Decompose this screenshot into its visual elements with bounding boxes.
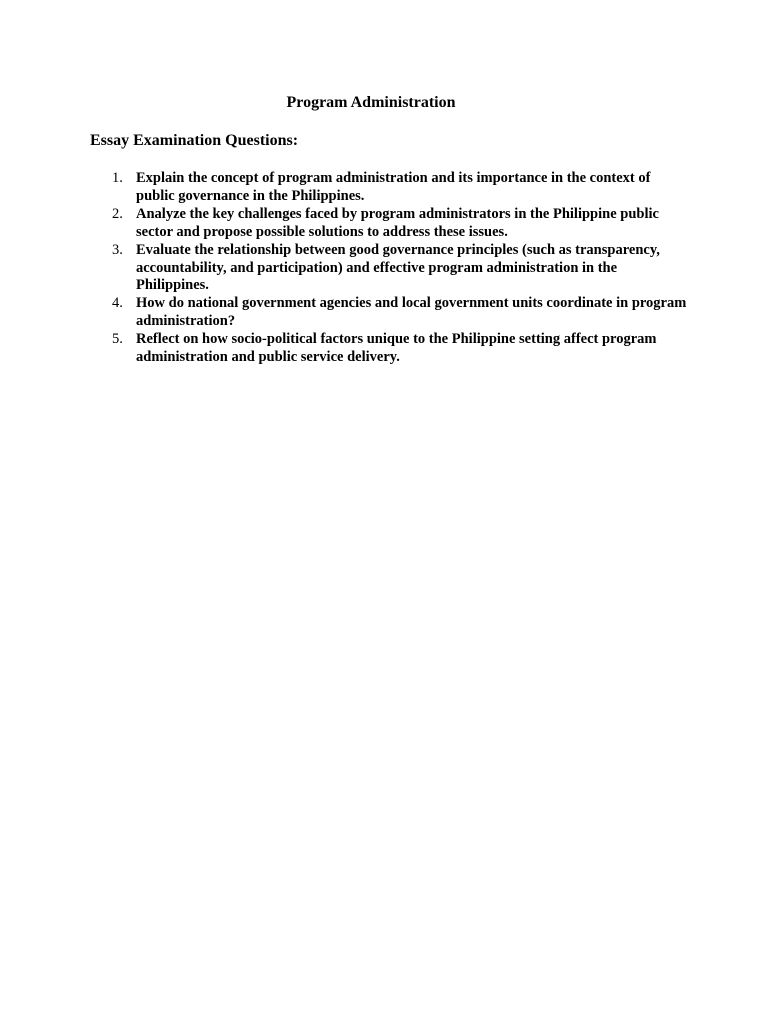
- question-number: 5.: [112, 331, 123, 348]
- question-item: [112, 331, 688, 367]
- section-heading: Essay Examination Questions:: [90, 132, 299, 149]
- question-number: 4.: [112, 295, 123, 312]
- question-item: [112, 205, 688, 242]
- question-number: 1.: [112, 170, 123, 186]
- question-item: [112, 170, 688, 206]
- question-text: Reflect on how socio-political factors unique to the Philippine setting affect program administration and public service delivery.: [136, 331, 657, 366]
- question-text: How do national government agencies and local government units coordinate in program administration?: [136, 295, 687, 330]
- question-text: Evaluate the relationship between good governance principles (such as transparency, accountability, and participation) and effective program administration in the Philippines.: [136, 241, 660, 294]
- question-text: Explain the concept of program administration and its importance in the context of public governance in the Philippines.: [136, 170, 651, 204]
- page-title: Program Administration: [286, 94, 456, 111]
- question-number: 2.: [112, 205, 123, 222]
- question-item: [112, 295, 688, 331]
- question-number: 3.: [112, 241, 123, 258]
- question-text: Analyze the key challenges faced by program administrators in the Philippine public sector and propose possible solutions to address these issues.: [136, 205, 659, 240]
- question-item: [112, 241, 688, 296]
- question-list: [112, 170, 688, 367]
